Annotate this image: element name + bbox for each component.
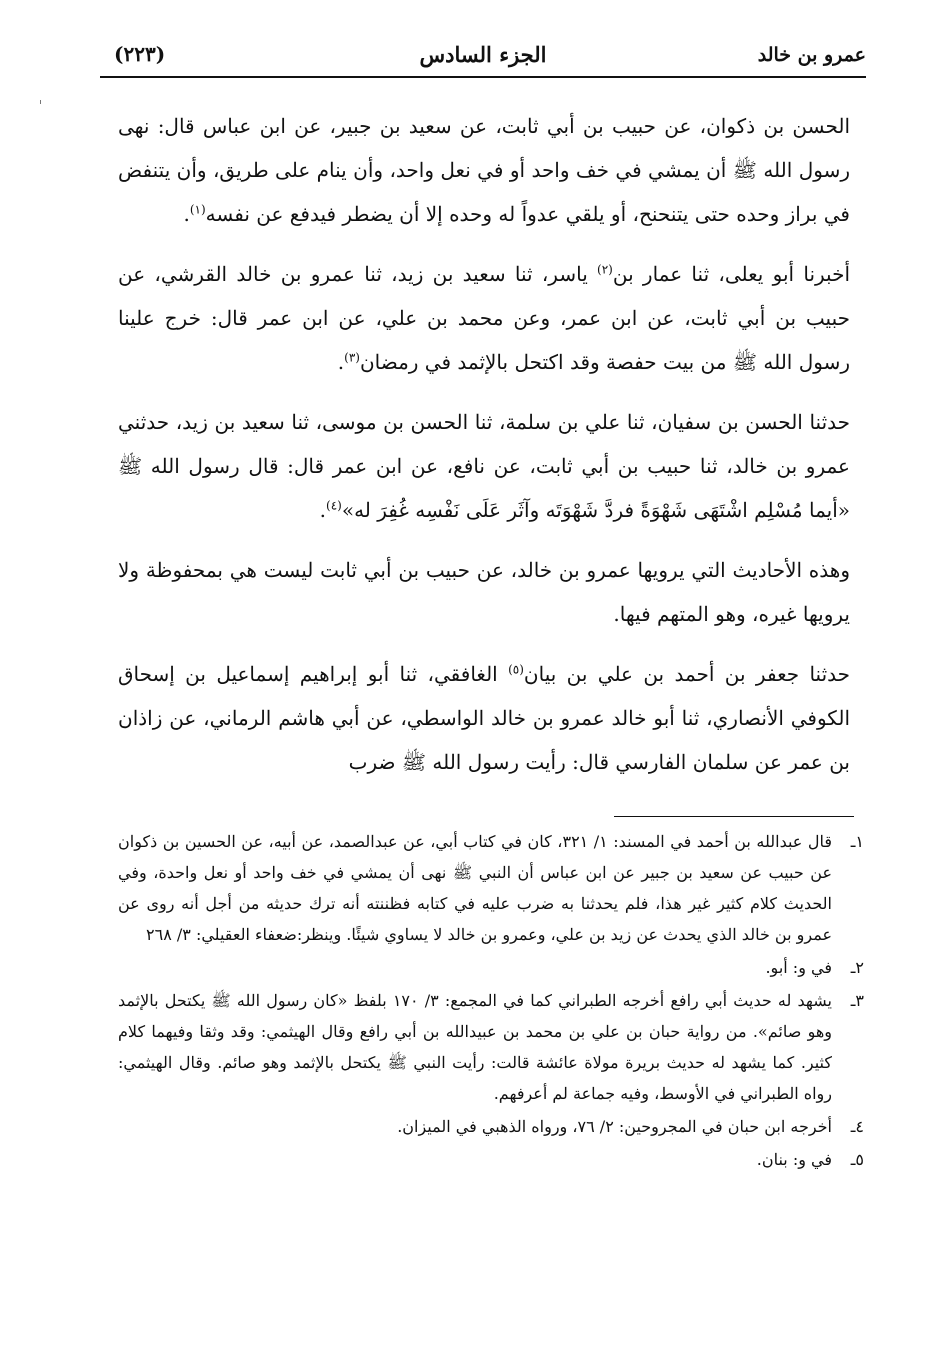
footnote-number: ٣ـ [850,991,864,1010]
paragraph-1 [118,104,850,236]
paragraph-text: أخبرنا أبو يعلى، ثنا عمار بن [612,262,850,286]
footnote-text: قال عبدالله بن أحمد في المسند: ١/ ٣٢١، كان في كتاب أبي، عن عبدالصمد، عن أبيه، عن الحسين بن ذكوان عن حبيب عن سعيد بن جبير عن ابن عباس أن النبي ﷺ نهى أن يمشي في خف واحد أو نعل واحدة، وفي الحديث كلام كثير غير هذا، فلم يحدثنا به ضرب عليه في كتابه فظننته أنه ترك حديثه من أجل أنه روى عن عمرو بن خالد الذي يحدث عن زيد بن علي، وعمرو بن خالد لا يساوي شيئًا. وينظر:ضعفاء العقيلي: ٣/ ٢٦٨ [118,832,832,944]
paragraph-text: وهذه الأحاديث التي يرويها عمرو بن خالد، عن حبيب بن أبي ثابت ليست هي بمحفوظة ولا يرويها غيره، وهو المتهم فيها. [118,558,850,626]
footnote-number: ٢ـ [850,958,864,977]
paragraph-5 [118,652,850,784]
paragraph-text: حدثنا جعفر بن أحمد بن علي بن بيان [523,662,850,686]
paragraph-text: ياسر، ثنا سعيد بن زيد، ثنا عمرو بن خالد القرشي، عن حبيب بن أبي ثابت، عن ابن عمر، وعن محمد بن علي، عن ابن عمر قال: خرج علينا رسول الله ﷺ من بيت حفصة وقد اكتحل بالإثمد في رمضان [118,262,850,374]
footnote-3 [118,985,864,1109]
footnote-ref: (٤) [326,498,342,513]
footnote-5 [118,1144,864,1175]
paragraph-text: الحسن بن ذكوان، عن حبيب بن أبي ثابت، عن سعيد بن جبير، عن ابن عباس قال: نهى رسول الله ﷺ أن يمشي في خف واحد أو في نعل واحد، وأن ينام على طريق، وأن يتنفض في براز وحده حتى يتنحنح، أو يلقي عدواً له وحده إلا أن يضطر فيدفع عن نفسه [118,114,850,226]
main-text [118,104,850,800]
footnote-separator [614,816,854,817]
footnote-text: في و: أبو. [765,958,832,977]
paragraph-end: . [337,350,345,374]
running-header [100,38,866,78]
footnote-text: أخرجه ابن حبان في المجروحين: ٢/ ٧٦، ورواه الذهبي في الميزان. [397,1117,832,1136]
page-number: (٢٢٣) [114,42,166,66]
footnotes [118,826,864,1177]
paragraph-end: . [319,498,327,522]
footnote-number: ١ـ [850,832,864,851]
paragraph-text: الغافقي، ثنا أبو إبراهيم إسماعيل بن إسحاق الكوفي الأنصاري، ثنا أبو خالد عمرو بن خالد الواسطي، عن أبي هاشم الرماني، عن زاذان بن عمر عن سلمان الفارسي قال: رأيت رسول الله ﷺ ضرب [118,662,850,774]
footnote-1 [118,826,864,950]
paragraph-text: حدثنا الحسن بن سفيان، ثنا علي بن سلمة، ثنا الحسن بن موسى، ثنا سعيد بن زيد، حدثني عمرو بن خالد، ثنا حبيب بن أبي ثابت، عن نافع، عن ابن عمر قال: قال رسول الله ﷺ «أيما مُسْلِم اشْتَهَى شَهْوَةً فردَّ شَهْوَتَه وآثَر عَلَى نَفْسِه غُفِرَ له» [118,410,850,522]
footnote-ref: (٢) [597,262,613,277]
paragraph-end: . [183,202,190,226]
footnote-ref: (٣) [344,350,360,365]
footnote-2 [118,952,864,983]
footnote-4 [118,1111,864,1142]
footnote-ref: (٥) [508,662,524,677]
footnote-text: يشهد له حديث أبي رافع أخرجه الطبراني كما في المجمع: ٣/ ١٧٠ بلفظ «كان رسول الله ﷺ يكتحل بالإثمد وهو صائم». من رواية حبان بن علي بن محمد بن عبيدالله بن أبي رافع وقال الهيثمي: وقد وثقا وفيهما كلام كثير. كما يشهد له حديث بريرة مولاة عائشة قالت: رأيت النبي ﷺ يكتحل بالإثمد وهو صائم. وقال الهيثمي: رواه الطبراني في الأوسط، وفيه جماعة لم أعرفهم. [118,991,833,1103]
paragraph-2 [118,252,850,384]
paragraph-4 [118,548,850,636]
margin-mark [40,100,41,104]
header-rule [100,76,866,78]
footnote-number: ٤ـ [850,1117,864,1136]
paragraph-3 [118,400,850,532]
footnote-text: في و: بنان. [756,1150,832,1169]
book-part-title: الجزء السادس [419,42,547,67]
footnote-ref: (١) [189,202,206,217]
footnote-number: ٥ـ [850,1150,864,1169]
entry-name: عمرو بن خالد [757,44,866,66]
